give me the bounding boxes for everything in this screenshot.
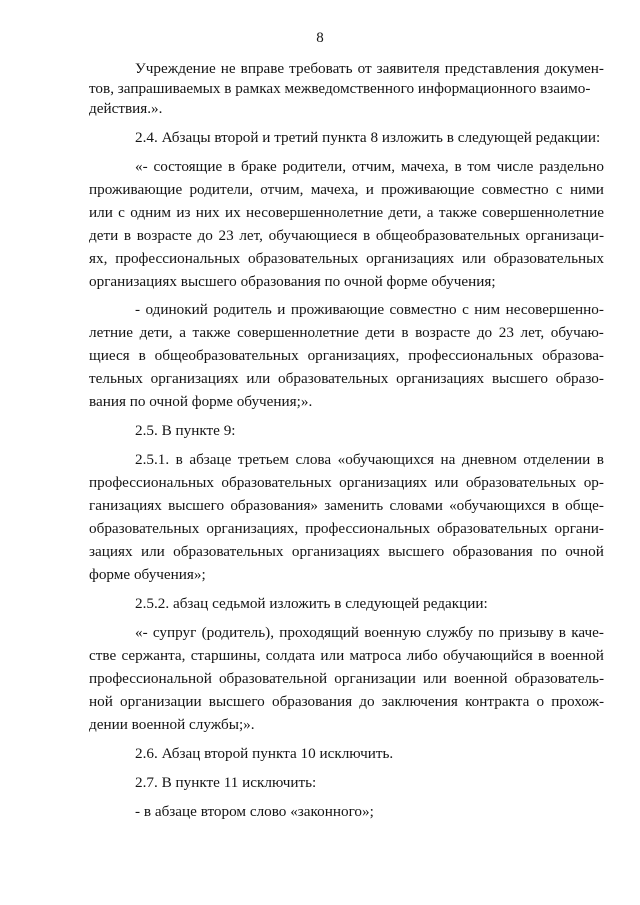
word: солдата	[265, 647, 316, 664]
word: до	[476, 324, 493, 341]
word: а	[426, 204, 434, 221]
word: с	[118, 204, 125, 221]
text-line	[89, 204, 604, 222]
word: организациях	[291, 543, 380, 560]
text-line	[135, 624, 604, 642]
word: проходящий	[279, 624, 360, 641]
text-line	[89, 497, 604, 515]
text-line	[89, 693, 604, 711]
word: образовательных	[278, 370, 389, 387]
text-line	[89, 181, 604, 199]
word: от	[357, 60, 372, 77]
text-line: 2.6. Абзац второй пункта 10 исключить.	[135, 745, 394, 762]
word: старшины,	[190, 647, 261, 664]
word: обще-	[565, 497, 604, 514]
word: возрасте	[136, 227, 192, 244]
word: военной	[550, 647, 604, 664]
word: профессиональных	[408, 347, 534, 364]
text-line	[135, 158, 604, 176]
word: образования»	[230, 497, 319, 514]
word: ор-	[583, 474, 604, 491]
word: образовательных	[493, 250, 604, 267]
word: заменить	[324, 497, 384, 514]
word: несовершенно-	[505, 301, 604, 318]
word: проживающие	[290, 301, 385, 318]
word: также	[438, 204, 477, 221]
word: лет,	[239, 227, 263, 244]
word: одинокий	[145, 301, 208, 318]
word: мачеха,	[400, 158, 449, 175]
word: каче-	[571, 624, 604, 641]
word: профессиональной	[89, 670, 212, 687]
word: в	[401, 324, 409, 341]
word: организации	[334, 670, 416, 687]
word: профессиональных	[89, 474, 214, 491]
word: организациях	[150, 370, 239, 387]
word: третьем	[237, 451, 289, 468]
word: высшего	[168, 497, 225, 514]
word: Учреждение	[135, 60, 216, 77]
word: состоящие	[153, 158, 223, 175]
word: заключения	[381, 693, 458, 710]
word: в	[454, 158, 462, 175]
word: сержанта,	[121, 647, 186, 664]
word: 2.5.1.	[135, 451, 170, 468]
text-line: организациях высшего образования по очной форме обучения;	[89, 273, 496, 290]
word: и	[277, 301, 286, 318]
word: о	[536, 693, 545, 710]
text-line: вания по очной форме обучения;».	[89, 393, 313, 410]
text-line: - в абзаце втором слово «законного»;	[135, 803, 374, 820]
text-line	[89, 370, 604, 388]
word: или	[434, 474, 459, 491]
word: в	[123, 227, 132, 244]
word: ях,	[89, 250, 108, 267]
word: организациях	[339, 474, 428, 491]
word: в	[558, 624, 566, 641]
text-line: дении военной службы;».	[89, 716, 255, 733]
word: обучающиеся	[268, 227, 358, 244]
word: 23	[218, 227, 234, 244]
word: лет,	[520, 324, 545, 341]
word: организациях	[396, 370, 485, 387]
word: или	[89, 204, 113, 221]
text-line	[89, 520, 604, 538]
word: и	[365, 181, 374, 198]
text-line	[89, 250, 604, 268]
word: дети	[89, 227, 119, 244]
word: -	[135, 301, 141, 318]
word: прохож-	[551, 693, 604, 710]
word: докумен-	[544, 60, 604, 77]
word: из	[176, 204, 191, 221]
word: военной	[453, 670, 508, 687]
word: одним	[130, 204, 171, 221]
word: высшего	[388, 543, 445, 560]
word: организациях	[366, 250, 455, 267]
word: представления	[444, 60, 540, 77]
word: в	[138, 347, 146, 364]
word: также	[192, 324, 231, 341]
word: или	[320, 647, 345, 664]
word: образования	[452, 543, 533, 560]
word: с	[555, 181, 563, 198]
word: военную	[364, 624, 422, 641]
word: в	[551, 497, 559, 514]
word: или	[461, 250, 486, 267]
word: в	[175, 451, 183, 468]
word: ной	[89, 693, 113, 710]
word: дневном	[461, 451, 517, 468]
word: организациях,	[206, 520, 299, 537]
word: образовательных	[221, 474, 332, 491]
word: организации	[120, 693, 202, 710]
word: родитель	[213, 301, 272, 318]
word: абзаце	[189, 451, 232, 468]
word: браке	[240, 158, 277, 175]
word: образования	[271, 693, 353, 710]
word: обучающийся	[442, 647, 533, 664]
word: родители,	[189, 181, 253, 198]
word: супруг	[152, 624, 197, 641]
word: не	[220, 60, 236, 77]
word: организациях,	[307, 347, 400, 364]
word: обучаю-	[550, 324, 604, 341]
word: «-	[135, 158, 148, 175]
word: отчим,	[260, 181, 304, 198]
word: дети,	[139, 324, 173, 341]
text-line	[89, 324, 604, 342]
text-line: 2.5.2. абзац седьмой изложить в следующей редакции:	[135, 595, 488, 612]
word: словами	[389, 497, 443, 514]
word: их	[224, 204, 241, 221]
word: а	[179, 324, 186, 341]
text-line	[89, 474, 604, 492]
word: родители,	[282, 158, 347, 175]
word: органи-	[554, 520, 604, 537]
word: на	[440, 451, 456, 468]
word: совместно	[389, 301, 457, 318]
word: в	[363, 227, 371, 244]
word: несовершеннолетние	[246, 204, 384, 221]
word: образовательной	[218, 670, 328, 687]
word: «-	[135, 624, 148, 641]
text-line	[89, 347, 604, 365]
word: раздельно	[539, 158, 604, 175]
word: образовательных	[248, 250, 359, 267]
word: профессиональных	[305, 520, 431, 537]
word: с	[462, 301, 469, 318]
word: в	[596, 451, 604, 468]
word: совместно	[481, 181, 549, 198]
word: или	[422, 670, 447, 687]
word: отчим,	[351, 158, 396, 175]
word: стве	[89, 647, 117, 664]
word: щиеся	[89, 347, 130, 364]
word: числе	[496, 158, 534, 175]
word: или	[246, 370, 271, 387]
word: по	[478, 624, 495, 641]
word: слова	[295, 451, 332, 468]
word: образо-	[555, 370, 604, 387]
word: призыву	[499, 624, 554, 641]
page-number: 8	[316, 30, 324, 46]
word: либо	[406, 647, 438, 664]
word: в	[228, 158, 236, 175]
word: ним	[474, 301, 501, 318]
word: дети	[365, 324, 395, 341]
text-line	[89, 670, 604, 688]
word: или	[140, 543, 165, 560]
text-line	[135, 60, 604, 78]
word: том	[467, 158, 491, 175]
text-line: тов, запрашиваемых в рамках межведомственного информационного взаимо-	[89, 80, 591, 97]
word: контракта	[465, 693, 530, 710]
text-line: 2.4. Абзацы второй и третий пункта 8 изложить в следующей редакции:	[135, 129, 601, 146]
word: совершеннолетние	[237, 324, 359, 341]
word: матроса	[349, 647, 402, 664]
word: мачеха,	[310, 181, 359, 198]
word: заявителя	[376, 60, 440, 77]
word: по	[541, 543, 557, 560]
word: дети,	[388, 204, 422, 221]
word: ними	[569, 181, 604, 198]
word: в	[537, 647, 546, 664]
word: 23	[498, 324, 514, 341]
word: тельных	[89, 370, 143, 387]
text-line	[89, 543, 604, 561]
word: проживающие	[381, 181, 475, 198]
word: образователь-	[514, 670, 604, 687]
text-line	[135, 301, 604, 319]
word: до	[197, 227, 213, 244]
text-line: 2.5. В пункте 9:	[135, 422, 236, 439]
word: «обучающихся	[337, 451, 435, 468]
word: высшего	[491, 370, 548, 387]
word: высшего	[208, 693, 265, 710]
word: возрасте	[415, 324, 471, 341]
word: летние	[89, 324, 133, 341]
word: совершеннолетние	[482, 204, 604, 221]
word: общеобразовательных	[154, 347, 299, 364]
word: образовательных	[173, 543, 284, 560]
word: проживающие	[89, 181, 183, 198]
word: «обучающихся	[449, 497, 546, 514]
word: (родитель),	[201, 624, 275, 641]
word: ганизациях	[89, 497, 162, 514]
word: очной	[565, 543, 604, 560]
word: общеобразовательных	[375, 227, 520, 244]
word: отделении	[523, 451, 591, 468]
text-line: форме обучения»;	[89, 566, 206, 583]
word: службу	[426, 624, 474, 641]
text-line: 2.7. В пункте 11 исключить:	[135, 774, 317, 791]
word: образовательных	[89, 520, 200, 537]
word: требовать	[289, 60, 353, 77]
word: них	[195, 204, 220, 221]
word: образовательных	[465, 474, 577, 491]
word: зациях	[89, 543, 133, 560]
text-line: действия.».	[89, 100, 163, 117]
word: вправе	[240, 60, 285, 77]
word: профессиональных	[115, 250, 241, 267]
word: образова-	[542, 347, 604, 364]
word: образовательных	[437, 520, 548, 537]
text-line	[89, 227, 604, 245]
word: до	[359, 693, 375, 710]
text-line	[135, 451, 604, 469]
word: организаци-	[525, 227, 604, 244]
text-line	[89, 647, 604, 665]
